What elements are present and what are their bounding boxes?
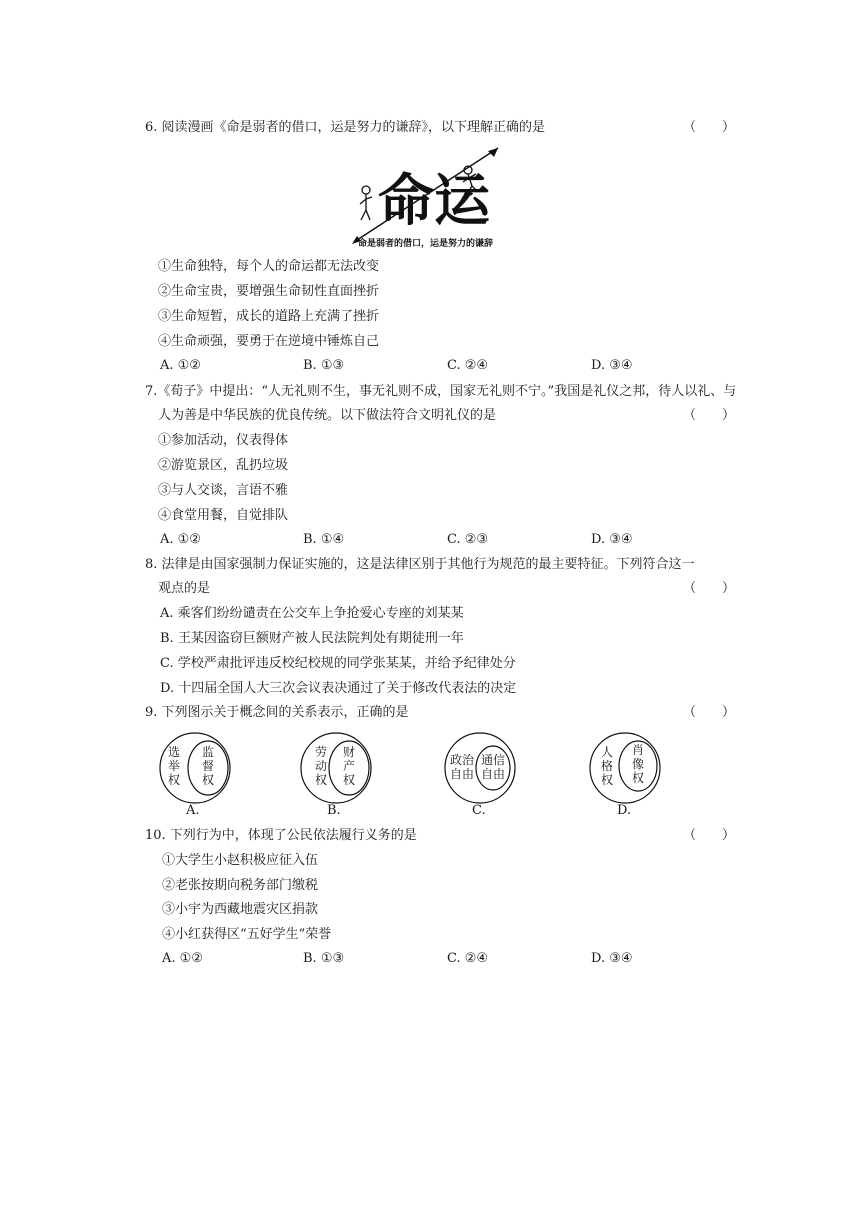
venn-c-inner: 通信 自由: [480, 753, 505, 781]
venn-label-a[interactable]: A.: [186, 803, 200, 818]
q7-option-d[interactable]: D. ③④: [591, 532, 633, 547]
q10-option-a[interactable]: A. ①②: [162, 951, 203, 966]
q7-option-c[interactable]: C. ②③: [447, 532, 489, 547]
venn-label-d[interactable]: D.: [617, 803, 632, 818]
venn-b-outer: 劳 动 权: [314, 745, 327, 787]
venn-a-outer: 选 举 权: [167, 745, 180, 787]
q8-option-c[interactable]: C. 学校严肃批评违反校纪校规的同学张某某，并给予纪律处分: [160, 656, 516, 671]
q7-answer-paren: （ ）: [683, 408, 736, 423]
q10-option-c[interactable]: C. ②④: [447, 951, 489, 966]
cartoon-big-text: 命运: [378, 169, 490, 234]
q6-option-d[interactable]: D. ③④: [591, 358, 633, 373]
q10-statement-1: ①大学生小赵积极应征入伍: [162, 853, 319, 868]
q8-option-d[interactable]: D. 十四届全国人大三次会议表决通过了关于修改代表法的决定: [160, 681, 517, 696]
cartoon-caption: 命是弱者的借口，运是努力的谦辞: [358, 239, 494, 249]
q9-stem: 9. 下列图示关于概念间的关系表示，正确的是: [145, 705, 409, 720]
q10-option-b[interactable]: B. ①③: [303, 951, 345, 966]
q7-statement-1: ①参加活动，仪表得体: [158, 433, 289, 448]
q10-statement-4: ④小红获得区“五好学生”荣誉: [162, 927, 332, 942]
q6-statement-4: ④生命顽强，要勇于在逆境中锤炼自己: [158, 334, 380, 349]
q6-cartoon: [348, 142, 538, 250]
q8-answer-paren: （ ）: [683, 581, 736, 596]
venn-diagram-b[interactable]: [299, 731, 373, 805]
q6-stem: 6. 阅读漫画《命是弱者的借口，运是努力的谦辞》，以下理解正确的是: [145, 120, 546, 135]
q10-answer-paren: （ ）: [683, 828, 736, 843]
q10-statement-2: ②老张按期向税务部门缴税: [162, 878, 319, 893]
q6-option-b[interactable]: B. ①③: [303, 358, 345, 373]
q7-option-b[interactable]: B. ①④: [303, 532, 345, 547]
q7-stem-line1: 7.《荀子》中提出：“人无礼则不生，事无礼则不成，国家无礼则不宁。”我国是礼仪之邦，待人以礼、与: [145, 384, 737, 399]
venn-label-b[interactable]: B.: [327, 803, 341, 818]
q6-statement-1: ①生命独特，每个人的命运都无法改变: [158, 259, 380, 274]
climbing-figures-cartoon-icon: [348, 142, 538, 250]
venn-a-inner: 监 督 权: [201, 745, 214, 787]
venn-d-outer: 人 格 权: [600, 745, 613, 787]
q7-stem-line2: 人为善是中华民族的优良传统。以下做法符合文明礼仪的是: [158, 408, 497, 423]
q8-stem-line1: 8. 法律是由国家强制力保证实施的，这是法律区别于其他行为规范的最主要特征。下列符合这一: [145, 557, 695, 572]
q7-statement-4: ④食堂用餐，自觉排队: [158, 508, 289, 523]
q7-statement-2: ②游览景区，乱扔垃圾: [158, 458, 289, 473]
q7-option-a[interactable]: A. ①②: [160, 532, 201, 547]
venn-d-inner: 肖 像 权: [631, 743, 644, 785]
venn-label-c[interactable]: C.: [472, 803, 486, 818]
q8-option-b[interactable]: B. 王某因盗窃巨额财产被人民法院判处有期徒刑一年: [160, 631, 464, 646]
q8-option-a[interactable]: A. 乘客们纷纷谴责在公交车上争抢爱心专座的刘某某: [160, 606, 464, 621]
q9-answer-paren: （ ）: [683, 705, 736, 720]
q7-statement-3: ③与人交谈，言语不雅: [158, 483, 289, 498]
q6-statement-3: ③生命短暂，成长的道路上充满了挫折: [158, 309, 380, 324]
venn-c-outer: 政治 自由: [449, 753, 474, 781]
q10-statement-3: ③小宇为西藏地震灾区捐款: [162, 902, 319, 917]
q6-answer-paren: （ ）: [683, 120, 736, 135]
q10-stem: 10. 下列行为中，体现了公民依法履行义务的是: [145, 828, 417, 843]
venn-b-inner: 财 产 权: [342, 745, 355, 787]
venn-diagram-d[interactable]: [588, 731, 662, 805]
venn-diagram-c[interactable]: [443, 731, 517, 805]
q6-option-c[interactable]: C. ②④: [447, 358, 489, 373]
q8-stem-line2: 观点的是: [158, 581, 211, 596]
q6-option-a[interactable]: A. ①②: [160, 358, 201, 373]
q10-option-d[interactable]: D. ③④: [591, 951, 633, 966]
q6-statement-2: ②生命宝贵，要增强生命韧性直面挫折: [158, 284, 380, 299]
venn-diagram-a[interactable]: [158, 731, 232, 805]
